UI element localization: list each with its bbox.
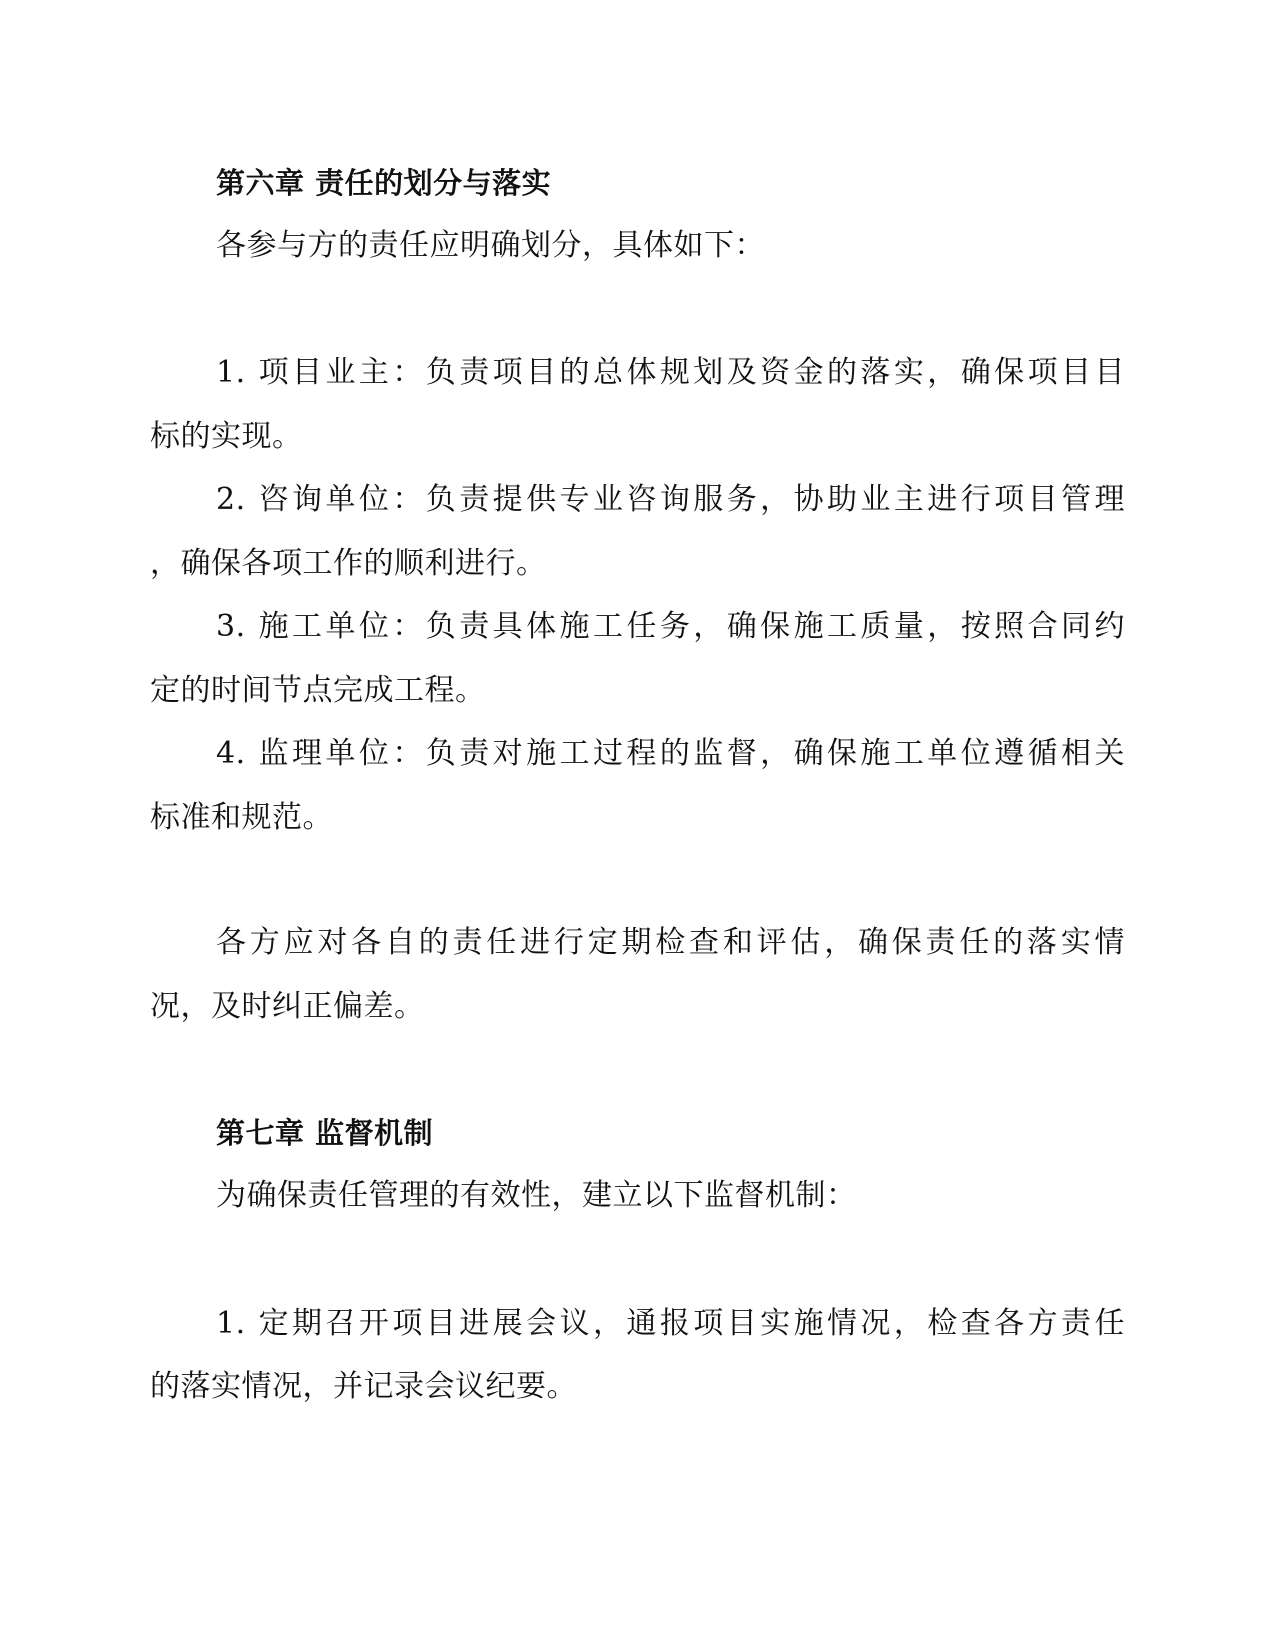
- chapter7-item-1-line2: 的落实情况，并记录会议纪要。: [150, 1369, 577, 1404]
- chapter6-item-3-line2: 定的时间节点完成工程。: [150, 673, 486, 708]
- chapter6-item-3-line1: 3. 施工单位：负责具体施工任务，确保施工质量，按照合同约: [216, 609, 1125, 644]
- chapter6-intro: 各参与方的责任应明确划分，具体如下：: [216, 228, 765, 263]
- chapter7-heading: 第七章 监督机制: [216, 1116, 434, 1150]
- chapter6-item-2-line2: ，确保各项工作的顺利进行。: [150, 546, 547, 581]
- chapter6-item-1-line2: 标的实现。: [150, 419, 303, 454]
- chapter6-item-4-line1: 4. 监理单位：负责对施工过程的监督，确保施工单位遵循相关: [216, 736, 1125, 771]
- chapter6-closing-line1: 各方应对各自的责任进行定期检查和评估，确保责任的落实情: [216, 925, 1125, 960]
- chapter7-intro: 为确保责任管理的有效性，建立以下监督机制：: [216, 1178, 857, 1213]
- chapter6-heading: 第六章 责任的划分与落实: [216, 166, 552, 200]
- chapter7-item-1-line1: 1. 定期召开项目进展会议，通报项目实施情况，检查各方责任: [216, 1306, 1125, 1341]
- chapter6-item-2-line1: 2. 咨询单位：负责提供专业咨询服务，协助业主进行项目管理: [216, 482, 1125, 517]
- chapter6-item-4-line2: 标准和规范。: [150, 800, 333, 835]
- chapter6-closing-line2: 况，及时纠正偏差。: [150, 989, 425, 1024]
- chapter6-item-1-line1: 1. 项目业主：负责项目的总体规划及资金的落实，确保项目目: [216, 355, 1125, 390]
